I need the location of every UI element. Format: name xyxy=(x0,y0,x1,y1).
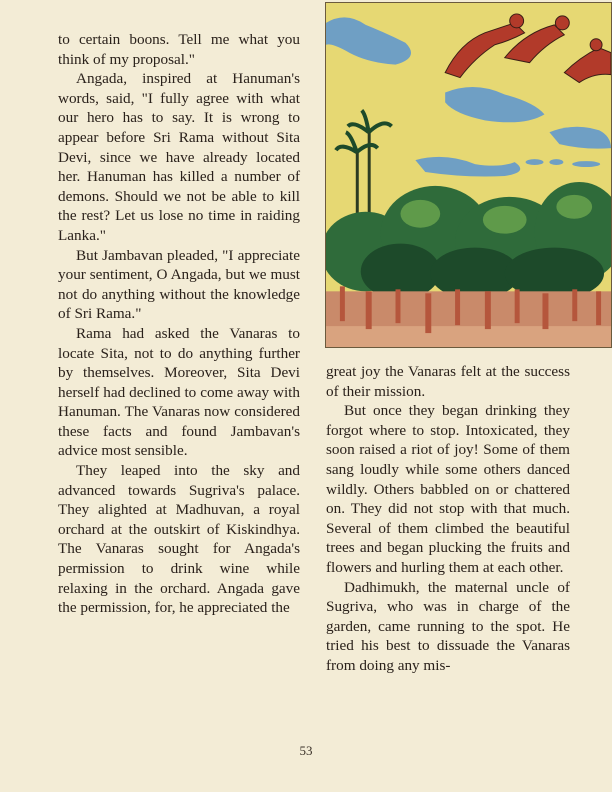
left-text-column xyxy=(58,30,300,618)
paragraph: great joy the Vanaras felt at the success of their mission. xyxy=(326,363,570,400)
paragraph: to certain boons. Tell me what you think of my proposal." xyxy=(58,31,300,68)
story-illustration xyxy=(325,2,612,348)
paragraph: Angada, inspired at Hanuman's words, said, "I fully agree with what our hero has to say. It is wrong to appear before Sri Rama without Sita Devi, since we have already located her. Hanuman has killed a number of demons. Should we not be able to kill the rest? Let us lose no time in raiding Lanka." xyxy=(58,70,300,244)
page-number: 53 xyxy=(299,743,313,758)
paragraph: They leaped into the sky and advanced towards Sugriva's palace. They alighted at Madhuvan, a royal orchard at the outskirt of Kiskindhya. The Vanaras sought for Angada's permission to drink wine while relaxing in the orchard. Angada gave the permission, for, he appreciated the xyxy=(58,462,300,617)
paragraph: But Jambavan pleaded, "I appreciate your sentiment, O Angada, but we must not do anything without the knowledge of Sri Rama." xyxy=(58,246,300,323)
orchard-scene-image xyxy=(326,3,611,347)
paragraph: Rama had asked the Vanaras to locate Sita, not to do anything further by themselves. Moreover, Sita Devi herself had declined to come away with Hanuman. The Vanaras now considered these facts and found Jambavan's advice most sensible. xyxy=(58,324,300,460)
paragraph: Dadhimukh, the maternal uncle of Sugriva, who was in charge of the garden, came running to the spot. He tried his best to dissuade the Vanaras from doing any mis- xyxy=(326,578,570,674)
right-text-column xyxy=(326,362,570,676)
paragraph: But once they began drinking they forgot where to stop. Intoxicated, they soon raised a riot of joy! Some of them sang loudly while some others danced wildly. Others babbled on or chattered on. They did not stop with that much. Several of them climbed the beautiful trees and began plucking the fruits and flowers and hurling them at each other. xyxy=(326,402,570,576)
